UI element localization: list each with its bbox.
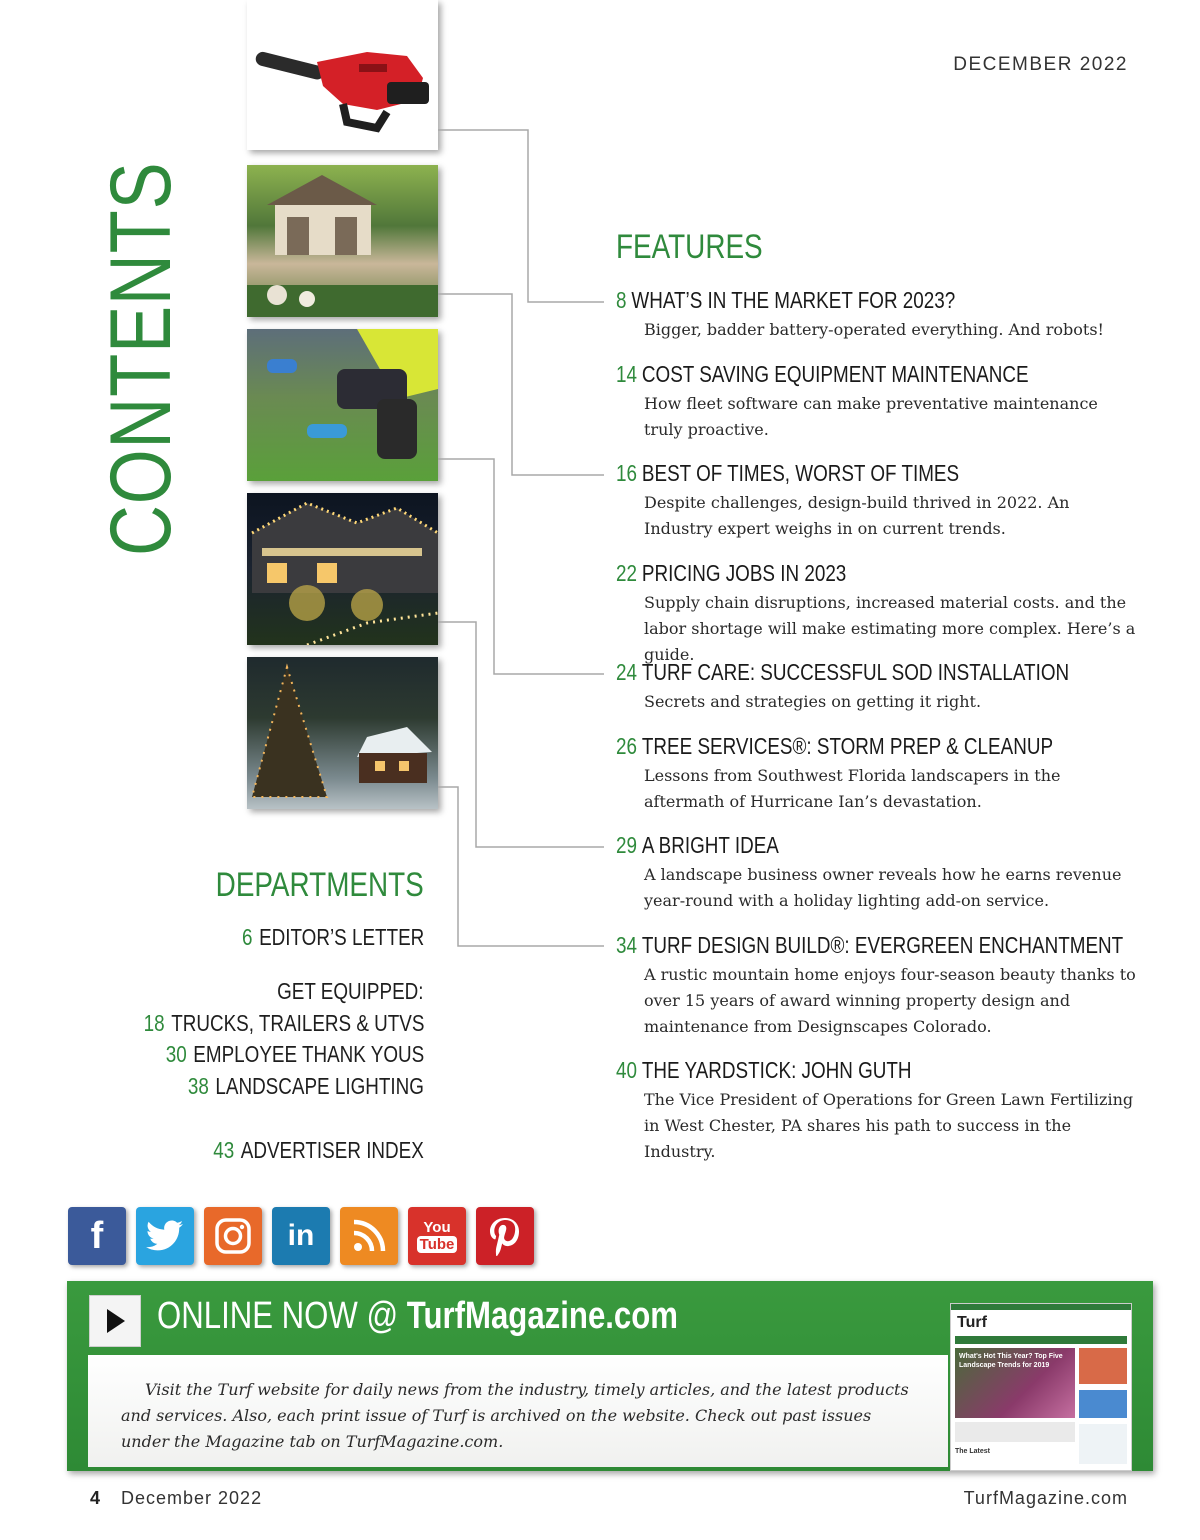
feature-item[interactable] xyxy=(616,1057,1136,1165)
issue-date: DECEMBER 2022 xyxy=(953,54,1128,75)
departments-heading xyxy=(170,866,424,905)
feature-page-number: 40 xyxy=(616,1057,637,1083)
dept-title: TRUCKS, TRAILERS & UTVS xyxy=(170,1010,424,1036)
feature-page-number: 34 xyxy=(616,932,637,958)
feature-item[interactable] xyxy=(616,361,1136,443)
feature-description: Supply chain disruptions, increased material costs. and the labor shortage will make estimating more complex. Here’s a guide. xyxy=(644,593,1136,664)
youtube-icon[interactable] xyxy=(408,1207,466,1265)
contents-title-text: CONTENTS xyxy=(93,161,189,556)
feature-item[interactable] xyxy=(616,460,1136,542)
dept-item[interactable] xyxy=(82,1010,424,1037)
dept-title: EMPLOYEE THANK YOUS xyxy=(193,1041,424,1067)
feature-description: A landscape business owner reveals how he earns revenue year-round with a holiday lighting add-on service. xyxy=(644,865,1122,910)
feature-title: TURF CARE: SUCCESSFUL SOD INSTALLATION xyxy=(641,659,1070,685)
thumb-headline: What's Hot This Year? Top Five Landscape Trends for 2019 xyxy=(959,1353,1063,1369)
dept-item[interactable] xyxy=(109,1041,424,1068)
online-now-prefix: ONLINE NOW @ xyxy=(157,1295,407,1337)
dept-item[interactable] xyxy=(136,1073,424,1100)
rss-icon[interactable] xyxy=(340,1207,398,1265)
online-now-body xyxy=(88,1355,948,1467)
feature-title: TREE SERVICES®: STORM PREP & CLEANUP xyxy=(641,733,1054,759)
feature-description: Secrets and strategies on getting it right. xyxy=(644,692,982,711)
feature-item[interactable] xyxy=(616,560,1136,668)
feature-item[interactable] xyxy=(616,832,1136,914)
feature-description: A rustic mountain home enjoys four-season beauty thanks to over 15 years of award winning property design and maintenance from Designscapes Colorado. xyxy=(644,965,1136,1036)
linkedin-glyph: in xyxy=(287,1219,315,1252)
footer-date: December 2022 xyxy=(121,1488,263,1508)
feature-description: Despite challenges, design-build thrived in 2022. An Industry expert weighs in on current trends. xyxy=(644,493,1070,538)
feature-description: Bigger, badder battery-operated everything. And robots! xyxy=(644,320,1104,339)
dept-page-number: 38 xyxy=(187,1073,209,1099)
feature-page-number: 14 xyxy=(616,361,637,387)
footer-website[interactable]: TurfMagazine.com xyxy=(963,1488,1128,1508)
dept-page-number: 18 xyxy=(143,1010,165,1036)
feature-page-number: 22 xyxy=(616,560,637,586)
play-icon xyxy=(105,1308,127,1334)
dept-title: EDITOR’S LETTER xyxy=(258,924,424,950)
instagram-icon[interactable] xyxy=(204,1207,262,1265)
feature-page-number: 29 xyxy=(616,832,637,858)
departments-heading-text: DEPARTMENTS xyxy=(215,866,424,904)
feature-page-number: 8 xyxy=(616,287,627,313)
dept-get-equipped-label xyxy=(245,978,424,1005)
feature-item[interactable] xyxy=(616,733,1136,815)
feature-title: A BRIGHT IDEA xyxy=(641,832,779,858)
dept-title: LANDSCAPE LIGHTING xyxy=(215,1073,424,1099)
pinterest-icon[interactable] xyxy=(476,1207,534,1265)
feature-title: TURF DESIGN BUILD®: EVERGREEN ENCHANTMENT xyxy=(641,932,1124,958)
features-heading-text: FEATURES xyxy=(616,228,763,266)
dept-editors-letter[interactable] xyxy=(202,924,424,951)
youtube-top-label: You xyxy=(423,1219,451,1236)
play-button[interactable] xyxy=(89,1295,141,1347)
facebook-icon[interactable] xyxy=(68,1207,126,1265)
dept-page-number: 6 xyxy=(241,924,253,950)
dept-page-number: 43 xyxy=(213,1137,235,1163)
feature-page-number: 16 xyxy=(616,460,637,486)
feature-title: THE YARDSTICK: JOHN GUTH xyxy=(641,1057,912,1083)
feature-item[interactable] xyxy=(616,287,1136,343)
feature-title: COST SAVING EQUIPMENT MAINTENANCE xyxy=(641,361,1029,387)
dept-page-number: 30 xyxy=(165,1041,187,1067)
dept-title: ADVERTISER INDEX xyxy=(240,1137,424,1163)
feature-title: BEST OF TIMES, WORST OF TIMES xyxy=(641,460,960,486)
feature-page-number: 24 xyxy=(616,659,637,685)
feature-item[interactable] xyxy=(616,932,1136,1040)
feature-item[interactable] xyxy=(616,659,1136,715)
online-now-title xyxy=(157,1295,792,1338)
online-now-banner[interactable] xyxy=(67,1281,1153,1471)
feature-page-number: 26 xyxy=(616,733,637,759)
features-heading xyxy=(616,228,795,267)
thumb-section: The Latest xyxy=(955,1448,991,1455)
linkedin-icon[interactable] xyxy=(272,1207,330,1265)
feature-title: WHAT’S IN THE MARKET FOR 2023? xyxy=(631,287,956,313)
footer-page-number: 4 xyxy=(90,1488,101,1508)
facebook-glyph: f xyxy=(90,1214,104,1257)
thumb-logo: Turf xyxy=(957,1314,987,1331)
feature-description: Lessons from Southwest Florida landscapers in the aftermath of Hurricane Ian’s devastation. xyxy=(644,766,1061,811)
online-now-url[interactable]: TurfMagazine.com xyxy=(406,1295,679,1337)
dept-title: GET EQUIPPED: xyxy=(277,978,424,1004)
feature-description: The Vice President of Operations for Green Lawn Fertilizing in West Chester, PA shares his path to success in the Industry. xyxy=(644,1090,1134,1161)
feature-title: PRICING JOBS IN 2023 xyxy=(641,560,847,586)
online-now-text: Visit the Turf website for daily news from the industry, timely articles, and the latest products and services. Also, each print issue of Turf is archived on the website. Check out past issues under the Magazine tab on TurfMagazine.com. xyxy=(121,1380,909,1451)
twitter-icon[interactable] xyxy=(136,1207,194,1265)
youtube-bottom-label: Tube xyxy=(417,1236,458,1253)
feature-description: How fleet software can make preventative maintenance truly proactive. xyxy=(644,394,1098,439)
dept-advertiser-index[interactable] xyxy=(167,1137,424,1164)
website-screenshot-thumbnail xyxy=(950,1303,1132,1471)
